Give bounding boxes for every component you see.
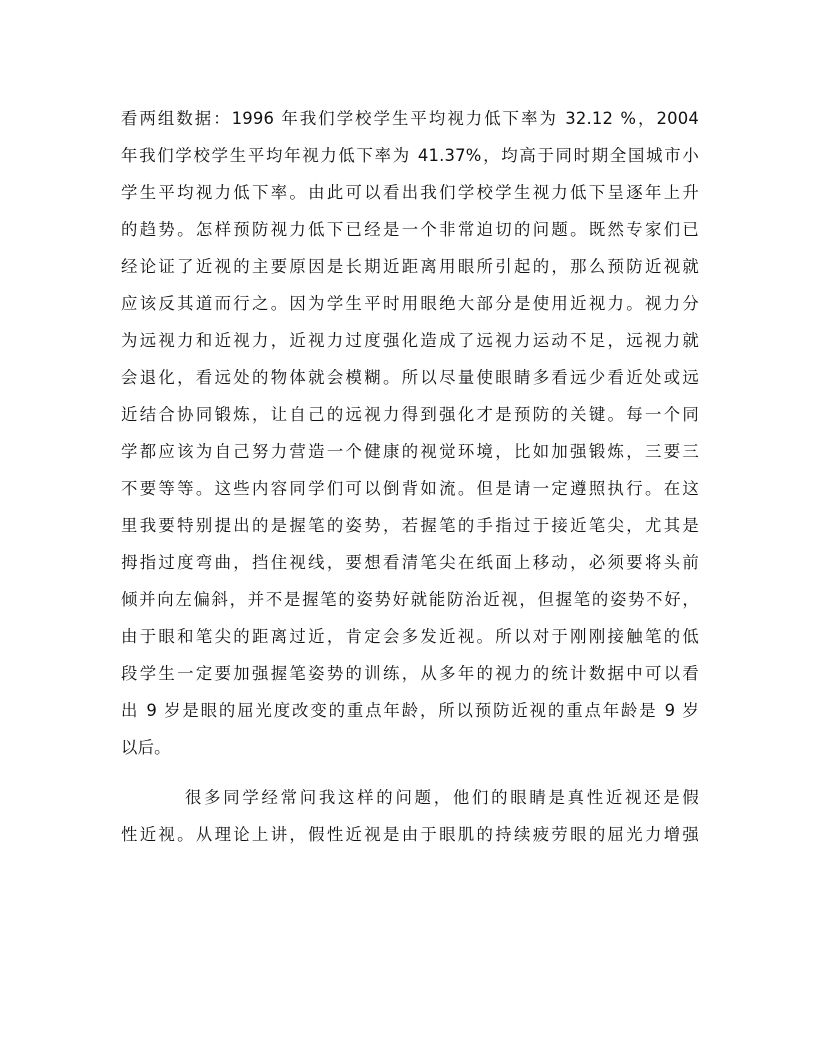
text-line: 出 9 岁是眼的屈光度改变的重点年龄，所以预防近视的重点年龄是 9 岁 [121, 701, 699, 720]
text-line: 里我要特别提出的是握笔的姿势，若握笔的手指过于接近笔尖，尤其是 [121, 516, 699, 535]
text-line: 为远视力和近视力，近视力过度强化造成了远视力运动不足，远视力就 [121, 331, 699, 350]
text-line: 学都应该为自己努力营造一个健康的视觉环境，比如加强锻炼，三要三 [121, 442, 699, 461]
text-line: 不要等等。这些内容同学们可以倒背如流。但是请一定遵照执行。在这 [121, 479, 699, 498]
paragraph-first-line: 很多同学经常问我这样的问题，他们的眼睛是真性近视还是假 [185, 788, 699, 807]
text-line-last: 以后。 [121, 738, 171, 757]
text-line: 学生平均视力低下率。由此可以看出我们学校学生视力低下呈逐年上升 [121, 183, 699, 202]
text-line: 由于眼和笔尖的距离过近，肯定会多发近视。所以对于刚刚接触笔的低 [121, 627, 699, 646]
text-line: 年我们学校学生平均年视力低下率为 41.37%，均高于同时期全国城市小 [121, 146, 699, 165]
text-line: 拇指过度弯曲，挡住视线，要想看清笔尖在纸面上移动，必须要将头前 [121, 553, 699, 572]
text-line: 段学生一定要加强握笔姿势的训练，从多年的视力的统计数据中可以看 [121, 664, 699, 683]
text-line: 会退化，看远处的物体就会模糊。所以尽量使眼睛多看远少看近处或远 [121, 368, 699, 387]
text-line: 看两组数据：1996 年我们学校学生平均视力低下率为 32.12 %，2004 [121, 109, 699, 128]
text-line: 性近视。从理论上讲，假性近视是由于眼肌的持续疲劳眼的屈光力增强 [121, 825, 699, 844]
text-line: 应该反其道而行之。因为学生平时用眼绝大部分是使用近视力。视力分 [121, 294, 699, 313]
text-line: 经论证了近视的主要原因是长期近距离用眼所引起的，那么预防近视就 [121, 257, 699, 276]
text-line: 的趋势。怎样预防视力低下已经是一个非常迫切的问题。既然专家们已 [121, 220, 699, 239]
text-line: 近结合协同锻炼，让自己的远视力得到强化才是预防的关键。每一个同 [121, 405, 699, 424]
text-line: 倾并向左偏斜，并不是握笔的姿势好就能防治近视，但握笔的姿势不好， [121, 590, 699, 609]
